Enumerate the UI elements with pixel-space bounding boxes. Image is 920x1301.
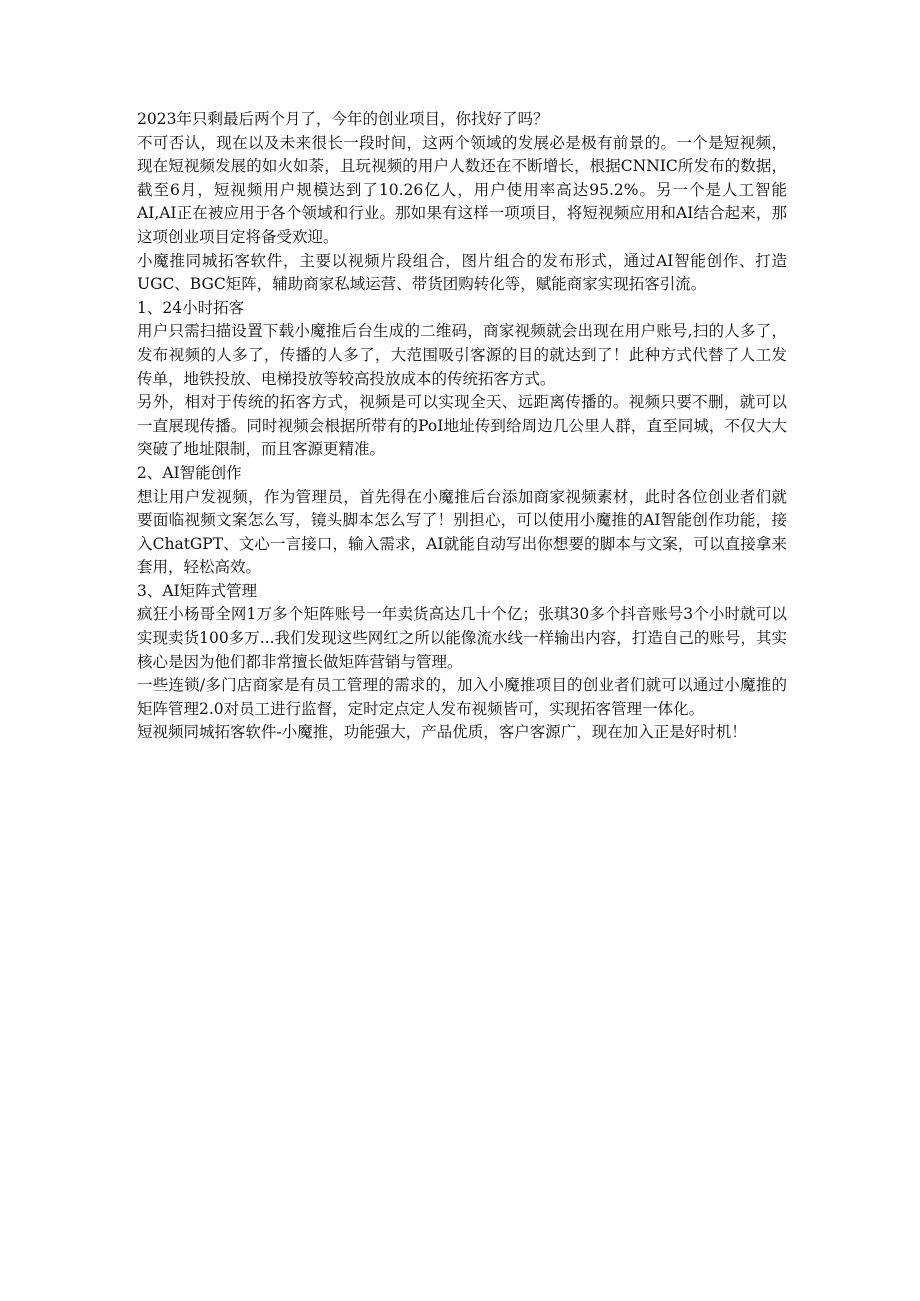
paragraph-matrix-examples: 疯狂小杨哥全网1万多个矩阵账号一年卖货高达几十个亿；张琪30多个抖音账号3个小时就可以实现卖货100多万...我们发现这些网红之所以能像流水线一样输出内容，打造自己的账号，其实核心是因为他们都非常擅长做矩阵营销与管理。 xyxy=(137,605,787,671)
paragraph-qr-scan: 用户只需扫描设置下载小魔推后台生成的二维码，商家视频就会出现在用户账号,扫的人多了，发布视频的人多了，传播的人多了，大范围吸引客源的目的就达到了！此种方式代替了人工发传单，地铁投放、电梯投放等较高投放成本的传统拓客方式。 xyxy=(137,322,787,388)
paragraph-matrix-management: 一些连锁/多门店商家是有员工管理的需求的，加入小魔推项目的创业者们就可以通过小魔推的矩阵管理2.0对员工进行监督，定时定点定人发布视频皆可，实现拓客管理一体化。 xyxy=(137,676,787,718)
section-heading-ai-creation: 2、AI智能创作 xyxy=(137,463,242,482)
paragraph-ai-creation: 想让用户发视频，作为管理员，首先得在小魔推后台添加商家视频素材，此时各位创业者们就要面临视频文案怎么写，镜头脚本怎么写了！别担心，可以使用小魔推的AI智能创作功能，接入ChatGPT、文心一言接口，输入需求，AI就能自动写出你想要的脚本与文案，可以直接拿来套用，轻松高效。 xyxy=(137,487,787,577)
paragraph-product-intro: 小魔推同城拓客软件，主要以视频片段组合，图片组合的发布形式，通过AI智能创作、打造UGC、BGC矩阵，辅助商家私域运营、带货团购转化等，赋能商家实现拓客引流。 xyxy=(137,251,787,294)
section-heading-24h: 1、24小时拓客 xyxy=(137,298,245,317)
paragraph-distance-spread: 另外，相对于传统的拓客方式，视频是可以实现全天、远距离传播的。视频只要不删，就可以一直展现传播。同时视频会根据所带有的PoI地址传到给周边几公里人群，直至同城，不仅大大突破了地址限制，而且客源更精准。 xyxy=(137,393,787,459)
section-heading-matrix: 3、AI矩阵式管理 xyxy=(137,581,258,600)
intro-question: 2023年只剩最后两个月了，今年的创业项目，你找好了吗？ xyxy=(137,110,549,128)
paragraph-closing: 短视频同城拓客软件-小魔推，功能强大，产品优质，客户客源广，现在加入正是好时机！ xyxy=(137,723,747,742)
article-body xyxy=(137,108,787,745)
paragraph-market-outlook: 不可否认，现在以及未来很长一段时间，这两个领域的发展必是极有前景的。一个是短视频，现在短视频发展的如火如荼，且玩视频的用户人数还在不断增长，根据CNNIC所发布的数据，截至6月，短视频用户规模达到了10.26亿人，用户使用率高达95.2%。另一个是人工智能AI,AI正在被应用于各个领域和行业。那如果有这样一项项目，将短视频应用和AI结合起来，那这项创业项目定将备受欢迎。 xyxy=(137,133,787,246)
